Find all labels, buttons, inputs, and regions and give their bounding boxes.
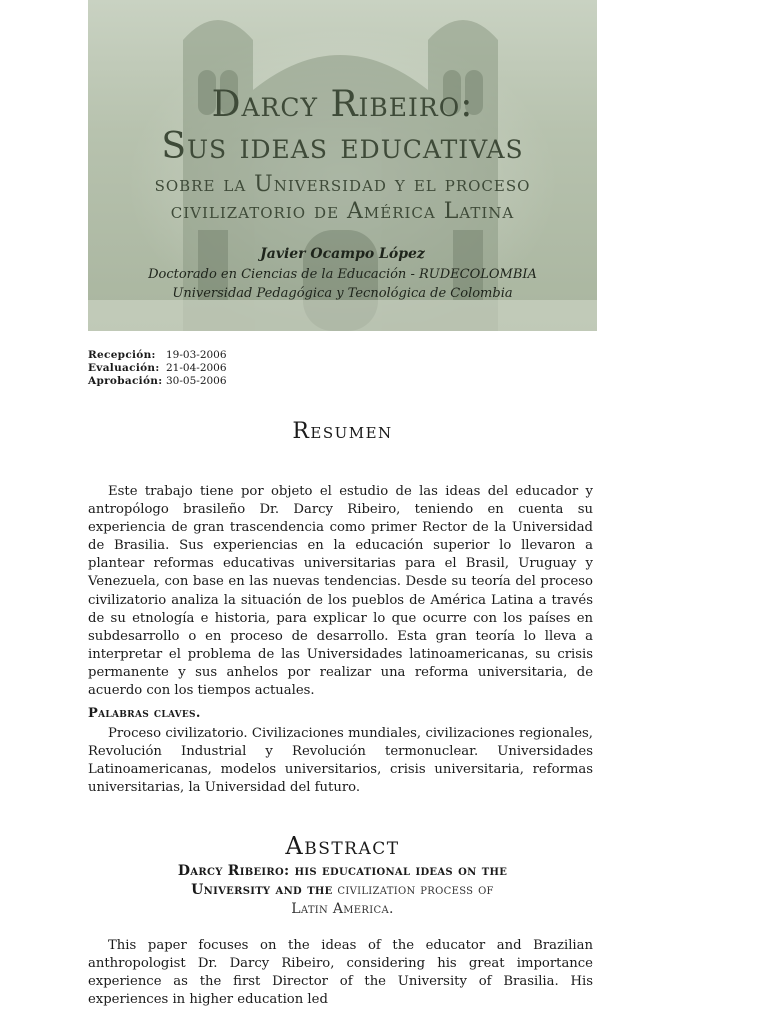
article-subtitle-line-1: sobre la Universidad y el proceso bbox=[154, 172, 531, 197]
article-title-line-1: Darcy Ribeiro: bbox=[211, 84, 474, 125]
abstract-body: This paper focuses on the ideas of the educator and Brazilian anthropologist Dr. Darcy Ribeiro, considering his great importance experience as the first Director of the University of Brasilia. His experiences in higher education led bbox=[88, 938, 593, 1008]
article-title-line-2: Sus ideas educativas bbox=[161, 126, 524, 167]
date-row-approval bbox=[88, 375, 227, 388]
abstract-title-normal-2: civilization process of bbox=[337, 882, 494, 898]
resumen-body: Este trabajo tiene por objeto el estudio de las ideas del educador y antropólogo brasileño Dr. Darcy Ribeiro, teniendo en cuenta su experiencia de gran trascendencia como primer Rector de la Universidad de Brasilia. Sus experiencias en la educación superior lo llevaron a plantear reformas educativas universitarias para el Brasil, Uruguay y Venezuela, con base en las nuevas tendencias. Desde su teoría del proceso civilizatorio analiza la situación de los pueblos de América Latina a través de su etnología e historia, para explicar lo que ocurre con los países en subdesarrollo o en proceso de desarrollo. Esta gran teoría lo lleva a interpretar el problema de las Universidades latinoamericanas, su crisis permanente y sus anhelos por realizar una reforma universitaria, de acuerdo con los tiempos actuales. bbox=[88, 484, 593, 699]
abstract-heading: Abstract bbox=[285, 832, 400, 860]
resumen-heading: Resumen bbox=[292, 419, 393, 444]
author-name: Javier Ocampo López bbox=[260, 246, 425, 262]
abstract-title-normal-3: Latin America. bbox=[291, 901, 394, 917]
date-value: 19-03-2006 bbox=[166, 349, 227, 361]
author-affiliation-line-2: Universidad Pedagógica y Tecnológica de Colombia bbox=[172, 286, 513, 301]
article-dates bbox=[88, 349, 227, 388]
date-label: Aprobación: bbox=[88, 375, 163, 387]
article-subtitle-line-2: civilizatorio de América Latina bbox=[170, 199, 515, 224]
date-value: 21-04-2006 bbox=[166, 362, 227, 374]
date-label: Recepción: bbox=[88, 349, 156, 361]
date-row-evaluation bbox=[88, 362, 227, 375]
keywords-heading: Palabras claves. bbox=[88, 706, 201, 721]
date-row-reception bbox=[88, 349, 227, 362]
author-affiliation-line-1: Doctorado en Ciencias de la Educación - RUDECOLOMBIA bbox=[148, 267, 537, 282]
keywords-body: Proceso civilizatorio. Civilizaciones mundiales, civilizaciones regionales, Revolución Industrial y Revolución termonuclear. Universidades Latinoamericanas, modelos universitarios, crisis universitaria, reformas universitarias, la Universidad del futuro. bbox=[88, 726, 593, 796]
title-banner bbox=[88, 0, 597, 331]
date-value: 30-05-2006 bbox=[166, 375, 227, 387]
abstract-title-bold-2: University and the bbox=[191, 882, 333, 898]
date-label: Evaluación: bbox=[88, 362, 160, 374]
abstract-article-title bbox=[88, 862, 597, 919]
abstract-title-bold-1: Darcy Ribeiro: his educational ideas on the bbox=[177, 863, 508, 879]
